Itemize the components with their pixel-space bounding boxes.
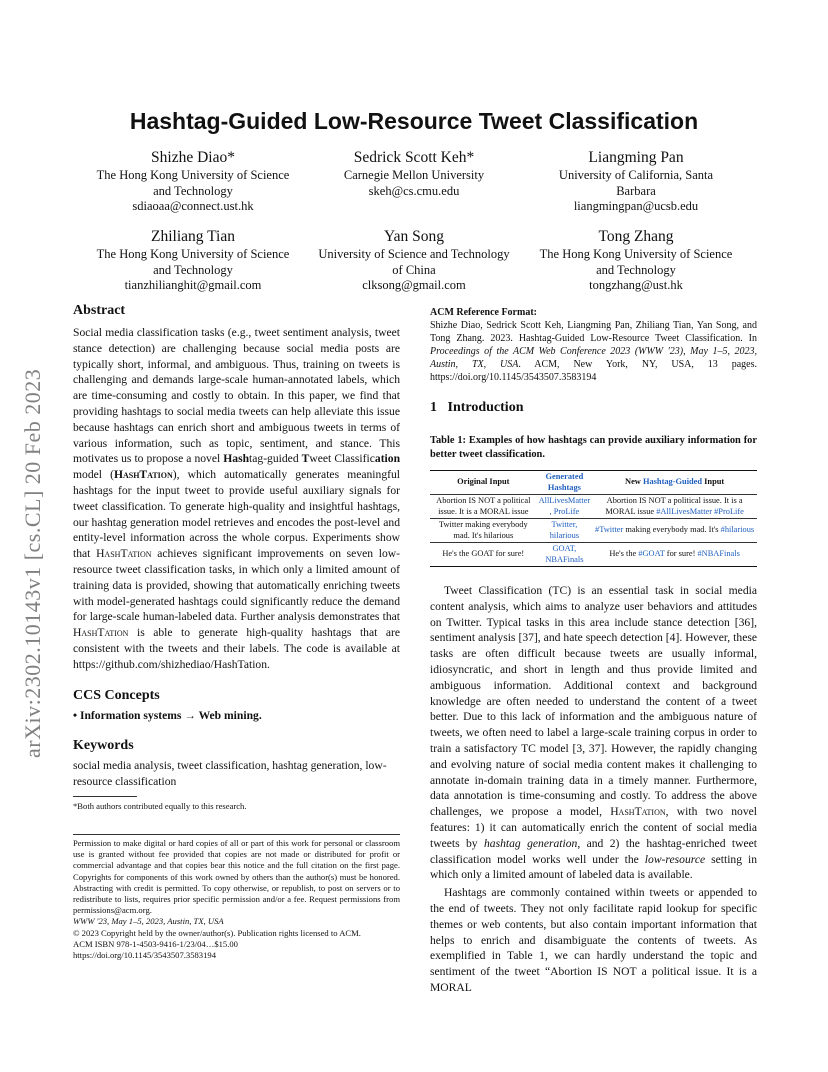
table-cell: AllLivesMatter , ProLife bbox=[537, 495, 593, 519]
table-row bbox=[430, 495, 757, 519]
right-column bbox=[430, 306, 757, 996]
author-block bbox=[516, 148, 756, 215]
abstract-text: Social media classification tasks (e.g., tweet sentiment analysis, tweet stance detection) are challenging because social media posts are typically short, informal, and ambiguous. Thus, training on tweets is challenging and demands large-scale human-annotated labels, which are time-consuming and costly to obtain. In this paper, we find that providing hashtags to social media tweets can help alleviate this issue because hashtags can enrich short and ambiguous tweets in terms of various information, such as topic, sentiment, and stance. This motivates us to propose a novel Hashtag-guided Tweet Classification model (HashTation), which automatically generates meaningful hashtags for the input tweet to provide useful auxiliary signals for tweet classification. To generate high-quality and insightful hashtags, our hashtag generation model retrieves and encodes the post-level and entity-level information across the whole corpus. Experiments show that HashTation achieves significant improvements on seven low-resource tweet classification tasks, in which only a limited amount of training data is provided, showing that automatically enriching tweets with model-generated hashtags could significantly reduce the demand for large-scale human-labeled data. Further analysis demonstrates that HashTation is able to generate high-quality hashtags that are consistent with the tweets and their labels. The code is available at https://github.com/shizhediao/HashTation. bbox=[73, 326, 401, 671]
left-column bbox=[73, 303, 400, 790]
venue-text: WWW '23, May 1–5, 2023, Austin, TX, USA bbox=[73, 916, 224, 927]
author-name: Tong Zhang bbox=[598, 228, 674, 245]
author-email: tongzhang@ust.hk bbox=[589, 278, 683, 292]
table-caption: Table 1: Examples of how hashtags can provide auxiliary information for better tweet classification. bbox=[430, 435, 757, 460]
table-header-row bbox=[430, 471, 757, 495]
author-affiliation: The Hong Kong University of Science bbox=[96, 247, 290, 261]
keywords-text: social media analysis, tweet classification, hashtag generation, low-resource classification bbox=[73, 759, 387, 789]
permission-rule bbox=[73, 834, 400, 835]
author-email: tianzhilianghit@gmail.com bbox=[124, 278, 262, 292]
acm-ref-heading: ACM Reference Format: bbox=[430, 307, 537, 318]
author-email: skeh@cs.cmu.edu bbox=[368, 183, 460, 198]
author-affiliation: The Hong Kong University of Science bbox=[539, 247, 733, 261]
ccs-text: • Information systems → Web mining. bbox=[73, 708, 262, 722]
table-cell: Abortion IS NOT a political issue. It is a MORAL issue bbox=[430, 495, 537, 519]
author-name: Shizhe Diao* bbox=[151, 149, 235, 166]
table-cell: #Twitter making everybody mad. It's #hilarious bbox=[592, 519, 757, 543]
intro-paragraph-2: Hashtags are commonly contained within tweets or appended to the end of tweets. They not only facilitate rapid lookup for specific themes or web contents, but also contain important information that helps to enrich and disambiguate the contents of tweets. As exemplified in Table 1, we can hardly understand the topic and sentiment of the tweet “Abortion IS NOT a political issue. It is a MORAL bbox=[430, 886, 757, 994]
intro-paragraph-1: Tweet Classification (TC) is an essential task in social media content analysis, which aims to analyze user behaviors and attitudes on Twitter. Typical tasks in this area include stance detection [36], sentiment analysis [37], and hate speech detection [4]. However, these tasks are often difficult because tweets are usually informal, idiosyncratic, and short in length and thus provide limited and ambiguous information. Additional context and background knowledge are often needed to understand the content of a tweet better. Due to this lack of information and the ambiguous nature of tweets, we often need to label a large-scale training corpus in order to train a satisfactory TC model [3, 37]. However, the rapidly changing and evolving nature of social media content makes it challenging to annotate in-domain training data in a timely manner. Furthermore, data annotation is time-consuming and costly. To address the above challenges, we propose a model, HashTation, with two novel features: 1) it can automatically enrich the content of social media tweets by hashtag generation, and 2) the hashtag-enriched tweet classification model works well under the low-resource setting in which only a limited amount of labeled data is available. bbox=[430, 584, 757, 882]
table-cell: Twitter, hilarious bbox=[537, 519, 593, 543]
acm-ref-text: Shizhe Diao, Sedrick Scott Keh, Liangming Pan, Zhiliang Tian, Yan Song, and Tong Zhang. 2023. Hashtag-Guided Low-Resource Tweet Classification. In Proceedings of the ACM Web Conference 2023 (WWW '23), May 1–5, 2023, Austin, TX, USA. ACM, New York, NY, USA, 13 pages. https://doi.org/10.1145/3543507.3583194 bbox=[430, 320, 757, 383]
permission-text: Permission to make digital or hard copies of all or part of this work for personal or classroom use is granted without fee provided that copies are not made or distributed for profit or commercial advantage and that copies bear this notice and the full citation on the first page. Copyrights for components of this work owned by others than the author(s) must be honored. Abstracting with credit is permitted. To copy otherwise, or republish, to post on servers or to redistribute to lists, requires prior specific permission and/or a fee. Request permissions from permissions@acm.org. bbox=[73, 838, 400, 916]
table-header: Original Input bbox=[430, 471, 537, 495]
author-name: Sedrick Scott Keh* bbox=[353, 149, 475, 166]
author-block bbox=[294, 148, 534, 199]
paper-title: Hashtag-Guided Low-Resource Tweet Classification bbox=[129, 108, 699, 134]
table-header: New Hashtag-Guided Input bbox=[592, 471, 757, 495]
author-block bbox=[294, 227, 534, 294]
author-block bbox=[73, 227, 313, 294]
footnote-rule bbox=[73, 796, 137, 797]
author-email: clksong@gmail.com bbox=[362, 278, 466, 292]
author-block bbox=[516, 227, 756, 294]
table-row bbox=[430, 519, 757, 543]
table-row bbox=[430, 543, 757, 567]
abstract-heading: Abstract bbox=[73, 303, 126, 318]
author-name: Yan Song bbox=[383, 228, 445, 245]
arxiv-watermark: arXiv:2302.10143v1 [cs.CL] 20 Feb 2023 bbox=[20, 368, 45, 758]
intro-heading: 1 Introduction bbox=[430, 400, 524, 415]
ccs-heading: CCS Concepts bbox=[73, 687, 160, 703]
author-affiliation: University of Science and Technology bbox=[318, 247, 510, 261]
author-email: liangmingpan@ucsb.edu bbox=[573, 199, 699, 213]
table-cell: He's the GOAT for sure! bbox=[430, 543, 537, 567]
author-email: sdiaoaa@connect.ust.hk bbox=[132, 199, 254, 213]
doi-text: https://doi.org/10.1145/3543507.3583194 bbox=[73, 950, 216, 961]
table-cell: Abortion IS NOT a political issue. It is a MORAL issue #AllLivesMatter #ProLife bbox=[592, 495, 757, 519]
table-header: Generated Hashtags bbox=[537, 471, 593, 495]
author-block bbox=[73, 148, 313, 215]
author-affiliation: and Technology bbox=[153, 262, 233, 277]
footnote: *Both authors contributed equally to this research. bbox=[73, 801, 247, 811]
keywords-heading: Keywords bbox=[73, 738, 134, 754]
author-affiliation: Barbara bbox=[616, 183, 656, 198]
author-affiliation: and Technology bbox=[596, 262, 676, 277]
table-1 bbox=[430, 470, 757, 567]
copyright-text: © 2023 Copyright held by the owner/author(s). Publication rights licensed to ACM. bbox=[73, 927, 361, 938]
table-cell: He's the #GOAT for sure! #NBAFinals bbox=[592, 543, 757, 567]
isbn-text: ACM ISBN 978-1-4503-9416-1/23/04…$15.00 bbox=[73, 938, 238, 949]
author-affiliation: Carnegie Mellon University bbox=[343, 168, 485, 182]
author-name: Liangming Pan bbox=[588, 149, 684, 166]
author-affiliation: University of California, Santa bbox=[558, 168, 714, 182]
author-affiliation: of China bbox=[392, 262, 436, 277]
author-name: Zhiliang Tian bbox=[151, 228, 235, 245]
author-affiliation: The Hong Kong University of Science bbox=[96, 168, 290, 182]
permission-block bbox=[73, 838, 400, 961]
author-affiliation: and Technology bbox=[153, 183, 233, 198]
table-cell: GOAT, NBAFinals bbox=[537, 543, 593, 567]
table-cell: Twitter making everybody mad. It's hilarious bbox=[430, 519, 537, 543]
